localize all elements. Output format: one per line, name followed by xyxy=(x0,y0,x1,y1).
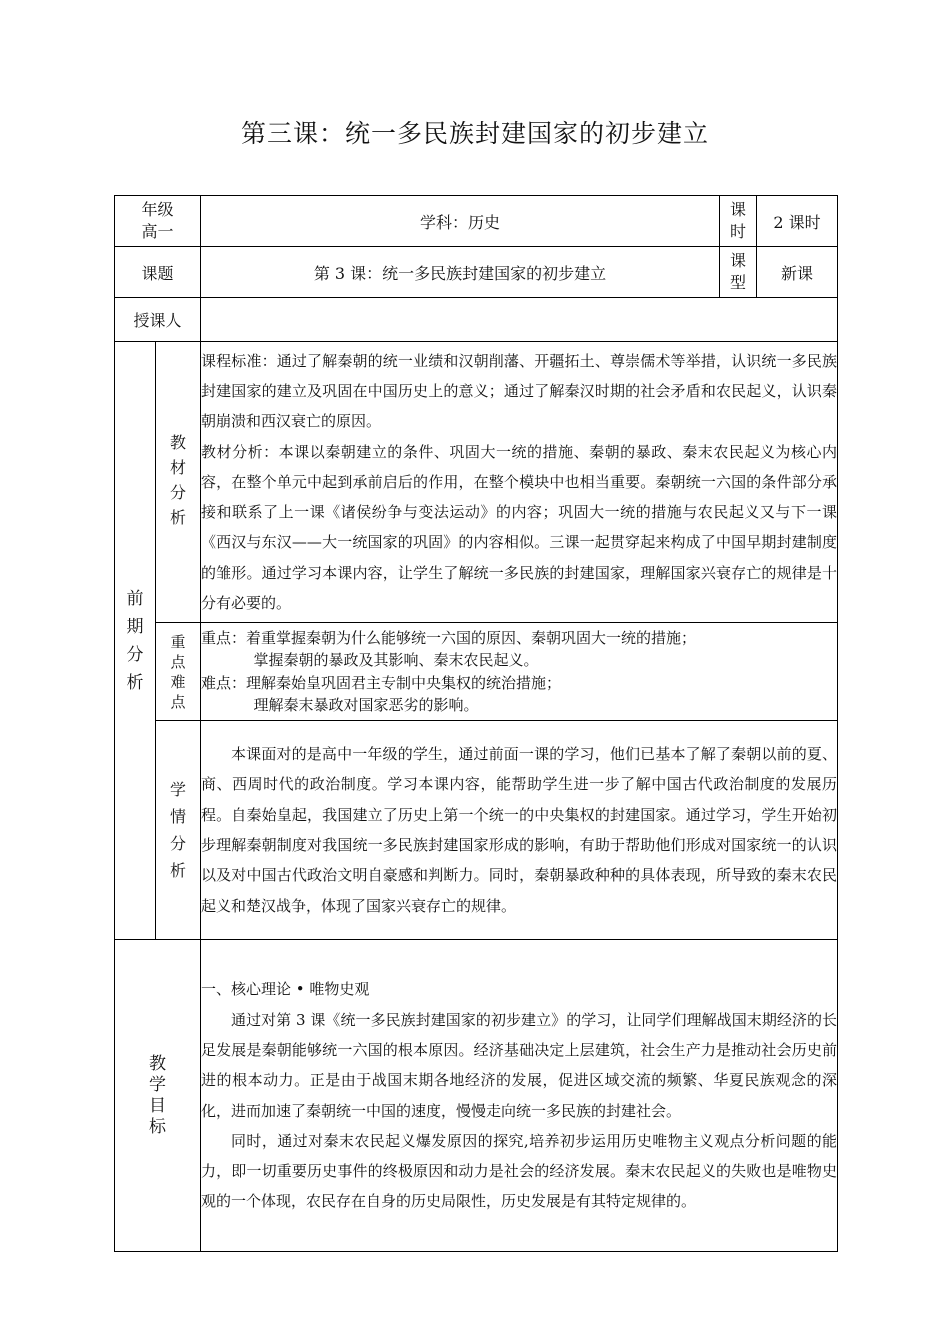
textbook-label-char: 分 xyxy=(170,483,187,502)
textbook-analysis-row xyxy=(115,342,838,623)
key-points-label-char: 点 xyxy=(170,652,186,671)
page-title: 第三课：统一多民族封建国家的初步建立 xyxy=(240,119,709,148)
objectives-label-char: 目 xyxy=(149,1095,166,1116)
type-value: 新课 xyxy=(781,263,814,283)
header-row-topic xyxy=(115,247,838,298)
key-point-line: 掌握秦朝的暴政及其影响、秦末农民起义。 xyxy=(253,651,539,670)
learner-analysis-cell xyxy=(201,721,838,940)
hours-value: 2 课时 xyxy=(773,212,821,232)
learner-analysis-text: 本课面对的是高中一年级的学生，通过前面一课的学习，他们已基本了解了秦朝以前的夏、商、西周时代的政治制度。学习本课内容，能帮助学生进一步了解中国古代政治制度的发展历程。自秦始皇起，我国建立了历史上第一个统一的中央集权的封建国家。通过学习，学生开始初步理解秦朝制度对我国统一多民族封建国家形成的影响，有助于帮助他们形成对国家统一的认识以及对中国古代政治文明自豪感和判断力。同时，秦朝暴政种种的具体表现，所导致的秦末农民起义和楚汉战争，体现了国家兴衰存亡的规律。 xyxy=(201,745,838,915)
textbook-label-cell xyxy=(156,342,201,623)
objectives-paragraph: 通过对第 3 课《统一多民族封建国家的初步建立》的学习，让同学们理解战国末期经济的长足发展是秦朝能够统一六国的根本原因。经济基础决定上层建筑，社会生产力是推动社会历史前进的根本动力。正是由于战国末期各地经济的发展，促进区域交流的频繁、华夏民族观念的深化，进而加速了秦朝统一中国的速度，慢慢走向统一多民族的封建社会。 xyxy=(201,1010,838,1120)
key-points-label-cell xyxy=(156,623,201,721)
key-point-line: 重点：着重掌握秦朝为什么能够统一六国的原因、秦朝巩固大一统的措施； xyxy=(201,628,697,647)
topic-value-cell xyxy=(201,247,720,298)
teacher-label-cell xyxy=(115,298,201,342)
textbook-label-char: 材 xyxy=(170,458,187,477)
teacher-label: 授课人 xyxy=(133,311,182,330)
learner-label-char: 析 xyxy=(170,861,187,880)
header-row-teacher xyxy=(115,298,838,342)
key-points-label-char: 点 xyxy=(170,692,186,711)
topic-label-cell xyxy=(115,247,201,298)
objectives-label-cell xyxy=(115,940,201,1252)
analysis-label-char: 前 xyxy=(126,588,144,609)
key-points-label-char: 难 xyxy=(170,672,186,691)
learner-label-char: 情 xyxy=(170,807,187,826)
hours-label-char: 时 xyxy=(730,222,747,241)
objectives-label-char: 学 xyxy=(149,1074,166,1095)
textbook-analysis-cell xyxy=(201,342,838,623)
learner-label-char: 分 xyxy=(170,834,187,853)
objectives-label-char: 标 xyxy=(149,1116,166,1137)
hours-value-cell xyxy=(757,196,838,247)
type-label-char: 型 xyxy=(730,273,747,292)
learner-analysis-row xyxy=(115,721,838,940)
objectives-cell xyxy=(201,940,838,1252)
textbook-label-char: 教 xyxy=(170,433,187,452)
key-points-row xyxy=(115,623,838,721)
analysis-section-label xyxy=(115,342,156,940)
subject-text: 学科：历史 xyxy=(420,212,501,232)
subject-cell xyxy=(201,196,720,247)
type-label-cell xyxy=(720,247,757,298)
key-points-label-char: 重 xyxy=(170,632,186,651)
curriculum-standard-text: 课程标准：通过了解秦朝的统一业绩和汉朝削藩、开疆拓土、尊崇儒术等举措，认识统一多民族封建国家的建立及巩固在中国历史上的意义；通过了解秦汉时期的社会矛盾和农民起义，认识秦朝崩溃和西汉衰亡的原因。 xyxy=(201,351,838,431)
objectives-paragraph: 同时，通过对秦末农民起义爆发原因的探究,培养初步运用历史唯物主义观点分析问题的能力，即一切重要历史事件的终极原因和动力是社会的经济发展。秦末农民起义的失败也是唯物史观的一个体现，农民存在自身的历史局限性，历史发展是有其特定规律的。 xyxy=(201,1131,838,1211)
header-row-grade xyxy=(115,196,838,247)
topic-label: 课题 xyxy=(141,263,174,283)
lesson-plan-table xyxy=(114,195,838,1252)
hours-label-char: 课 xyxy=(730,200,747,219)
objectives-label-char: 教 xyxy=(149,1053,166,1074)
difficult-point-line: 难点：理解秦始皇巩固君主专制中央集权的统治措施； xyxy=(201,673,562,692)
type-value-cell xyxy=(757,247,838,298)
analysis-label-char: 分 xyxy=(126,644,144,665)
hours-label-cell xyxy=(720,196,757,247)
topic-value: 第 3 课：统一多民族封建国家的初步建立 xyxy=(313,263,607,283)
objectives-row xyxy=(115,940,838,1252)
grade-value: 高一 xyxy=(141,222,174,241)
difficult-point-line: 理解秦末暴政对国家恶劣的影响。 xyxy=(253,695,479,714)
type-label-char: 课 xyxy=(730,251,747,270)
learner-label-char: 学 xyxy=(170,780,187,799)
learner-label-cell xyxy=(156,721,201,940)
grade-cell xyxy=(115,196,201,247)
grade-label: 年级 xyxy=(141,200,174,219)
analysis-label-char: 析 xyxy=(126,672,144,693)
key-points-cell xyxy=(201,623,838,721)
textbook-label-char: 析 xyxy=(170,508,187,527)
teacher-value-cell xyxy=(201,298,838,342)
objectives-heading: 一、核心理论 • 唯物史观 xyxy=(201,980,370,999)
analysis-label-char: 期 xyxy=(126,616,144,637)
textbook-analysis-text: 教材分析：本课以秦朝建立的条件、巩固大一统的措施、秦朝的暴政、秦末农民起义为核心内容，在整个单元中起到承前启后的作用，在整个模块中也相当重要。秦朝统一六国的条件部分承接和联系了上一课《诸侯纷争与变法运动》的内容；巩固大一统的措施与农民起义又与下一课《西汉与东汉——大一统国家的巩固》的内容相似。三课一起贯穿起来构成了中国早期封建制度的雏形。通过学习本课内容，让学生了解统一多民族的封建国家，理解国家兴衰存亡的规律是十分有必要的。 xyxy=(201,442,838,613)
